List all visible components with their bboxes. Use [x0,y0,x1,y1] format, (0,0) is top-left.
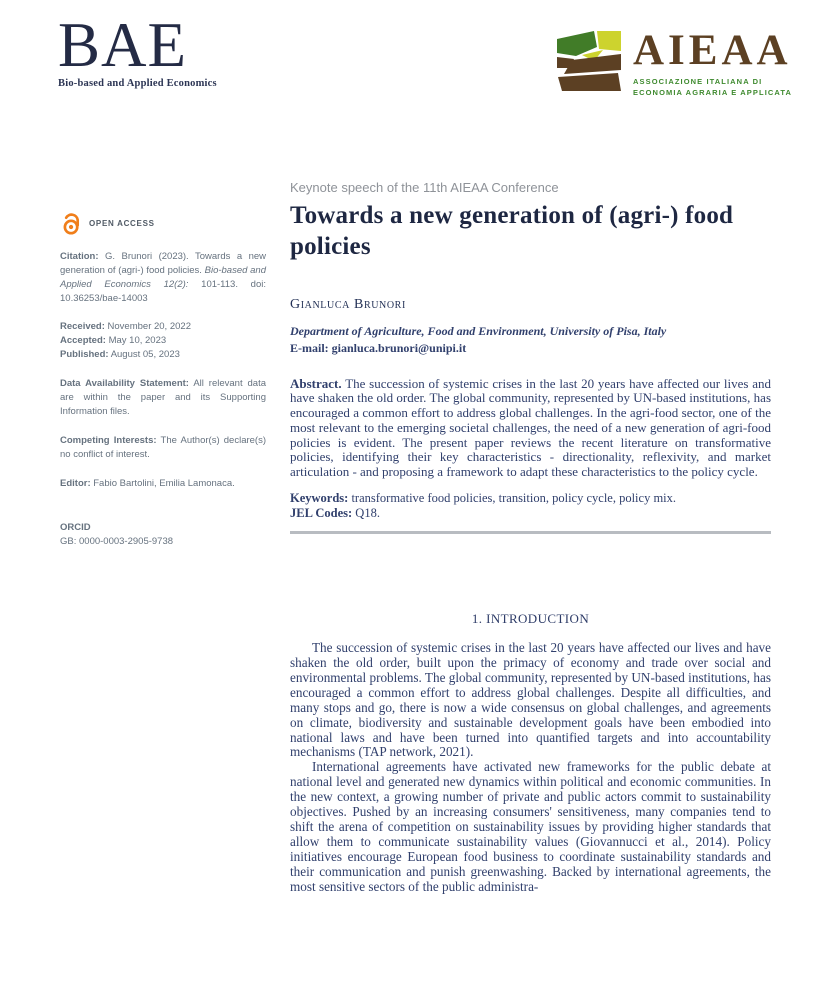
keywords-line: Keywords: transformative food policies, transition, policy cycle, policy mix. [290,491,677,506]
journal-logo [58,10,217,89]
aieaa-emblem-icon [556,30,622,92]
abstract-label: Abstract. [290,375,342,391]
open-access-label: OPEN ACCESS [89,218,155,228]
open-access-padlock-icon [60,212,83,235]
orcid-block [60,521,266,549]
orcid-value: GB: 0000-0003-2905-9738 [60,536,174,547]
association-logo [556,27,792,98]
open-access-badge [60,212,266,235]
introduction-heading: 1. INTRODUCTION [471,611,590,627]
orcid-label: ORCID [60,522,91,533]
article-title: Towards a new generation of (agri-) food policies [290,202,734,261]
keywords-jel-block [290,491,771,521]
conference-kicker: Keynote speech of the 11th AIEAA Conference [290,180,559,195]
competing-interests-block: Competing Interests: The Author(s) declare(s) no conflict of interest. [60,435,266,460]
jel-codes-line: JEL Codes: Q18. [290,506,380,521]
abstract [290,377,771,481]
article-main-column [290,180,771,894]
journal-logo-acronym: BAE [58,10,187,80]
author-name: Gianluca Brunori [290,296,406,312]
author-affiliation: Department of Agriculture, Food and Environment, University of Pisa, Italy [290,323,667,338]
editor-block: Editor: Fabio Bartolini, Emilia Lamonaca. [60,478,235,489]
dates-block [60,320,266,362]
intro-paragraph-2: International agreements have activated new frameworks for the public debate at national level and generated new dynamics within political and economic communities. In the new context, a growing number of private and public actors commit to sustainability objectives. Pushed by an increasing consumers' sensitiveness, many companies tend to shift the arena of competition on sustainability issues by providing higher standards that allow them to communicate sustainability values (Giovannucci et al., 2014). Policy initiatives encourage European food business to coordinate sustainability standards and their communication and punish greenwashing. Backed by international agreements, the most sensitive sectors of the public administra- [290,759,771,894]
section-divider [290,531,771,534]
email-label: E-mail: [290,340,329,355]
published-date: Published: August 05, 2023 [60,349,180,360]
email-address: gianluca.brunori@unipi.it [331,340,467,355]
association-name: AIEAA [633,27,792,74]
intro-paragraph-1: The succession of systemic crises in the last 20 years have affected our lives and have shaken the old order, built upon the primacy of economy and trade over social and environmental problems. The global community, represented by UN-based institutions, has encouraged a common effort to address global challenges. Despite all difficulties, and many stops and go, there is now a wide consensus on global challenges, and agreements on climate, biodiversity and sustainable development goals have been embodied into national laws and have been turned into quantified targets and into accountability mechanisms (TAP network, 2021). [290,640,771,760]
author-email-line [290,341,771,356]
journal-logo-subtitle: Bio-based and Applied Economics [58,78,217,89]
data-availability-block: Data Availability Statement: All relevant data are within the paper and its Supporting Information files. [60,378,266,417]
citation-block: Citation: G. Brunori (2023). Towards a new generation of (agri-) food policies. Bio-based and Applied Economics 12(2): 101-113. doi: 10.36253/bae-14003 [60,251,266,304]
association-logo-text [633,27,792,98]
abstract-text: The succession of systemic crises in the last 20 years have affected our lives and have shaken the old order. The global community, represented by UN-based institutions, has encouraged a common effort to address global challenges. In the agri-food sector, one of the most relevant to the emerging societal challenges, the need of a new generation of agri-food policies is evident. The present paper reviews the recent literature on transformative policies, identifying their key characteristics - directionality, reflexivity, and market articulation - and proposing a framework to adapt these characteristics to the policy cycle. [290,375,772,480]
article-metadata-sidebar [60,212,266,549]
received-date: Received: November 20, 2022 [60,321,191,332]
accepted-date: Accepted: May 10, 2023 [60,335,167,346]
association-subtitle: ASSOCIAZIONE ITALIANA DI ECONOMIA AGRARIA E APPLICATA [633,76,792,97]
